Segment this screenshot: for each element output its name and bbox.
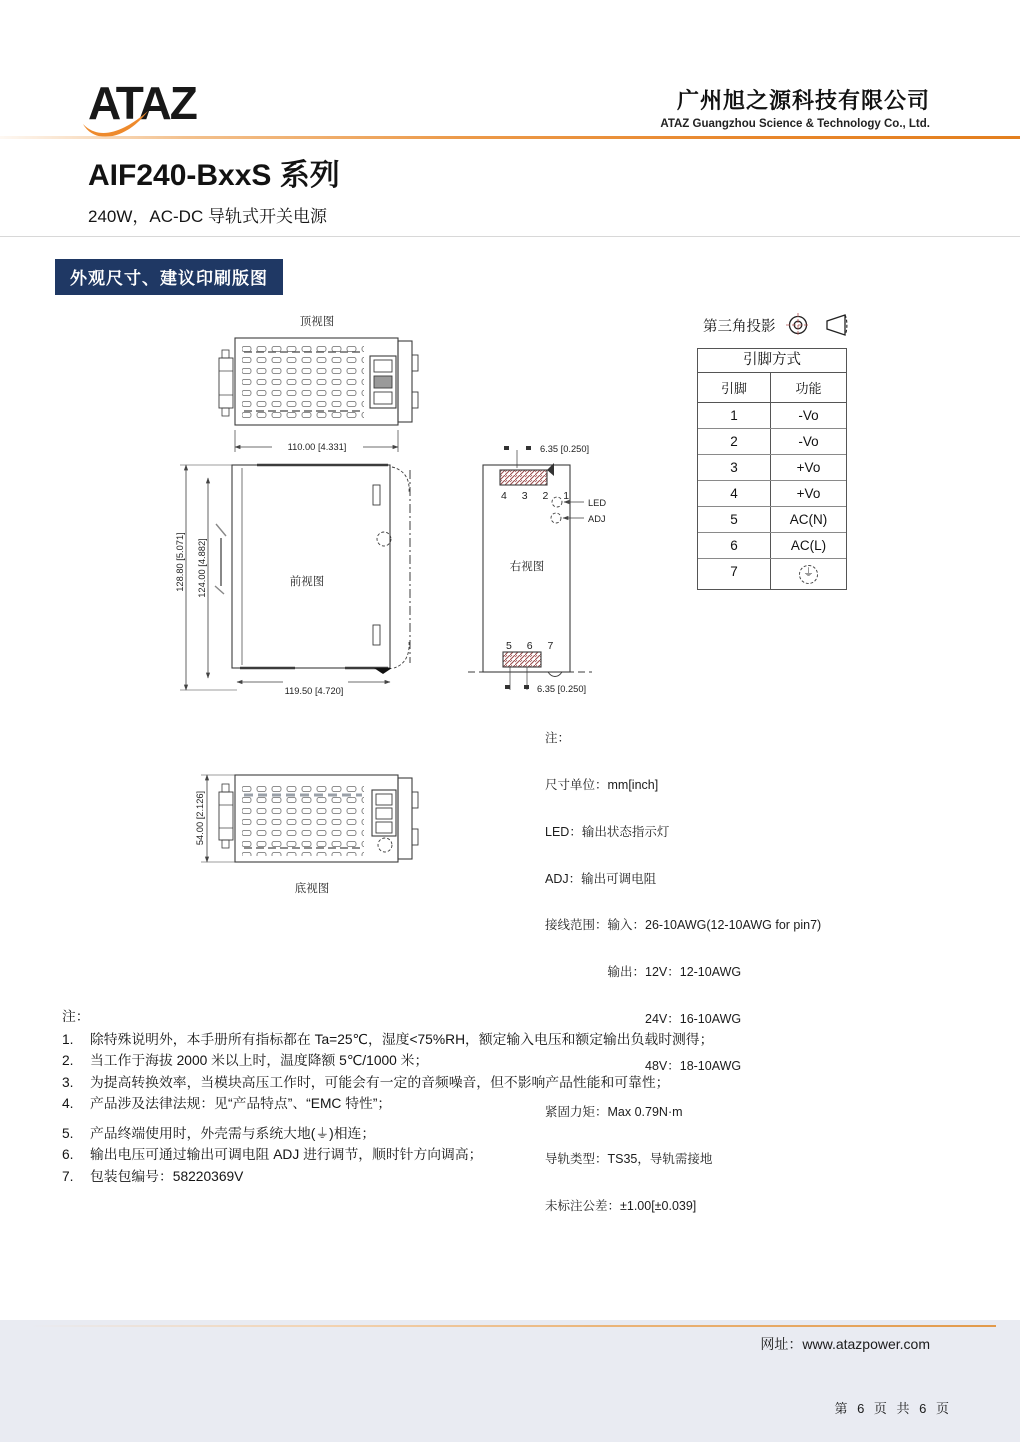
right-view-label: 右视图	[509, 561, 545, 573]
item-number: 6.	[62, 1147, 74, 1162]
page-footnotes	[62, 1006, 922, 1187]
dim-width-bottom: 119.50 [4.720]	[284, 686, 344, 696]
pin-cell: 6	[698, 533, 771, 558]
item-text: 产品终端使用时，外壳需与系统大地(⏚)相连；	[90, 1125, 376, 1141]
dim-pitch-top: 6.35 [0.250]	[540, 444, 590, 454]
note-line: 尺寸单位：mm[inch]	[545, 777, 659, 792]
company-block	[660, 84, 930, 130]
list-item	[62, 1093, 922, 1115]
ataz-logo	[88, 77, 258, 140]
note-line: 紧固力矩：Max 0.79N·m	[545, 1105, 683, 1120]
pin-table-header	[698, 373, 846, 403]
top-pin-numbers: 4 3 2 1	[501, 490, 576, 502]
pin-cell: 2	[698, 429, 771, 454]
note-line: LED：输出状态指示灯	[545, 824, 670, 839]
projection-cone-icon	[820, 313, 848, 337]
page-title: AIF240-BxxS 系列	[88, 159, 340, 192]
note-line: 48V：18-10AWG	[545, 1058, 742, 1073]
led-label: LED	[588, 498, 607, 508]
list-item	[62, 1072, 922, 1094]
item-number: 5.	[62, 1125, 74, 1141]
func-col-header: 功能	[795, 381, 822, 396]
bottom-view-label: 底视图	[294, 883, 330, 895]
item-number: 4.	[62, 1096, 74, 1111]
footer-divider	[30, 1325, 996, 1327]
ground-func-cell	[771, 559, 846, 589]
dim-depth: 54.00 [2.126]	[195, 790, 205, 846]
note-line: 未标注公差：±1.00[±0.039]	[545, 1199, 697, 1213]
table-row	[698, 533, 846, 559]
note-line: 注：	[545, 731, 571, 746]
section-header: 外观尺寸、建议印刷版图	[55, 259, 283, 295]
pin-cell: 5	[698, 507, 771, 532]
table-row	[698, 403, 846, 429]
bottom-pin-numbers: 5 6 7	[506, 640, 560, 652]
note-line: 导轨类型：TS35，导轨需接地	[545, 1152, 713, 1167]
top-view-label: 顶视图	[299, 316, 335, 328]
note-line: 24V：16-10AWG	[545, 1011, 742, 1026]
dim-pitch-bottom: 6.35 [0.250]	[537, 684, 587, 694]
page-subtitle: 240W，AC-DC 导轨式开关电源	[88, 207, 327, 226]
company-name-cn: 广州旭之源科技有限公司	[676, 88, 930, 113]
item-text: 当工作于海拔 2000 米以上时，温度降额 5℃/1000 米；	[90, 1053, 429, 1068]
dim-height-inner: 124.00 [4.882]	[197, 538, 207, 598]
item-number: 3.	[62, 1074, 74, 1090]
func-cell: AC(N)	[789, 512, 828, 527]
table-row	[698, 455, 846, 481]
footnotes-title: 注：	[62, 1009, 90, 1024]
item-number: 1.	[62, 1031, 74, 1047]
item-text: 包装包编号：58220369V	[90, 1168, 244, 1184]
pin-function-table	[697, 348, 847, 590]
pin-cell: 4	[698, 481, 771, 506]
item-text: 为提高转换效率，当模块高压工作时，可能会有一定的音频噪音，但不影响产品性能和可靠性；	[90, 1074, 670, 1090]
table-row	[698, 429, 846, 455]
bottom-view-drawing	[195, 775, 418, 895]
table-row	[698, 507, 846, 533]
list-item	[62, 1166, 922, 1188]
func-cell: AC(L)	[790, 538, 827, 553]
company-name-en: ATAZ Guangzhou Science & Technology Co., Ltd.	[660, 118, 930, 130]
table-row	[698, 559, 846, 589]
front-view-label: 前视图	[289, 576, 325, 588]
list-item	[62, 1123, 922, 1145]
title-divider	[0, 236, 1020, 237]
website-link[interactable]: 网址：www.atazpower.com	[760, 1336, 930, 1352]
list-item	[62, 1144, 922, 1166]
mechanical-drawings	[0, 300, 1020, 915]
item-text: 输出电压可通过输出可调电阻 ADJ 进行调节，顺时针方向调高；	[90, 1147, 483, 1162]
item-text: 除特殊说明外，本手册所有指标都在 Ta=25℃，湿度<75%RH，额定输入电压和额定输出负载时测得；	[90, 1031, 714, 1047]
item-number: 7.	[62, 1168, 74, 1184]
page-footer	[0, 1320, 1020, 1442]
func-cell: -Vo	[798, 434, 819, 449]
item-number: 2.	[62, 1053, 74, 1068]
page-number: 第 6 页 共 6 页	[834, 1401, 952, 1416]
adj-label: ADJ	[588, 514, 606, 524]
pin-cell: 3	[698, 455, 771, 480]
pin-cell: 1	[698, 403, 771, 428]
func-cell: +Vo	[796, 486, 821, 501]
dim-width-top: 110.00 [4.331]	[287, 442, 347, 452]
logo-wordmark: ATAZ	[88, 77, 196, 129]
projection-circle-icon	[785, 312, 811, 338]
dim-height-outer: 128.80 [5.071]	[175, 532, 185, 592]
right-view-drawing	[468, 444, 606, 694]
note-line: 接线范围：输入：26-10AWG(12-10AWG for pin7)	[545, 918, 822, 933]
func-cell: -Vo	[798, 408, 819, 423]
pin-table-title: 引脚方式	[698, 349, 846, 373]
list-item	[62, 1029, 922, 1051]
top-view-drawing	[219, 315, 418, 452]
note-line: 输出：12V：12-10AWG	[545, 965, 742, 980]
pin-cell: 7	[698, 559, 771, 589]
projection-label: 第三角投影	[703, 318, 776, 335]
item-text: 产品涉及法律法规：见“产品特点”、“EMC 特性”；	[90, 1096, 392, 1111]
pin-col-header: 引脚	[698, 373, 771, 402]
table-row	[698, 481, 846, 507]
list-item	[62, 1050, 922, 1072]
header-divider	[0, 136, 1020, 139]
earth-ground-icon: ⏚	[799, 565, 818, 584]
front-view-drawing	[175, 465, 410, 696]
func-cell: +Vo	[796, 460, 821, 475]
third-angle-projection	[703, 312, 848, 338]
note-line: ADJ：输出可调电阻	[545, 871, 657, 886]
